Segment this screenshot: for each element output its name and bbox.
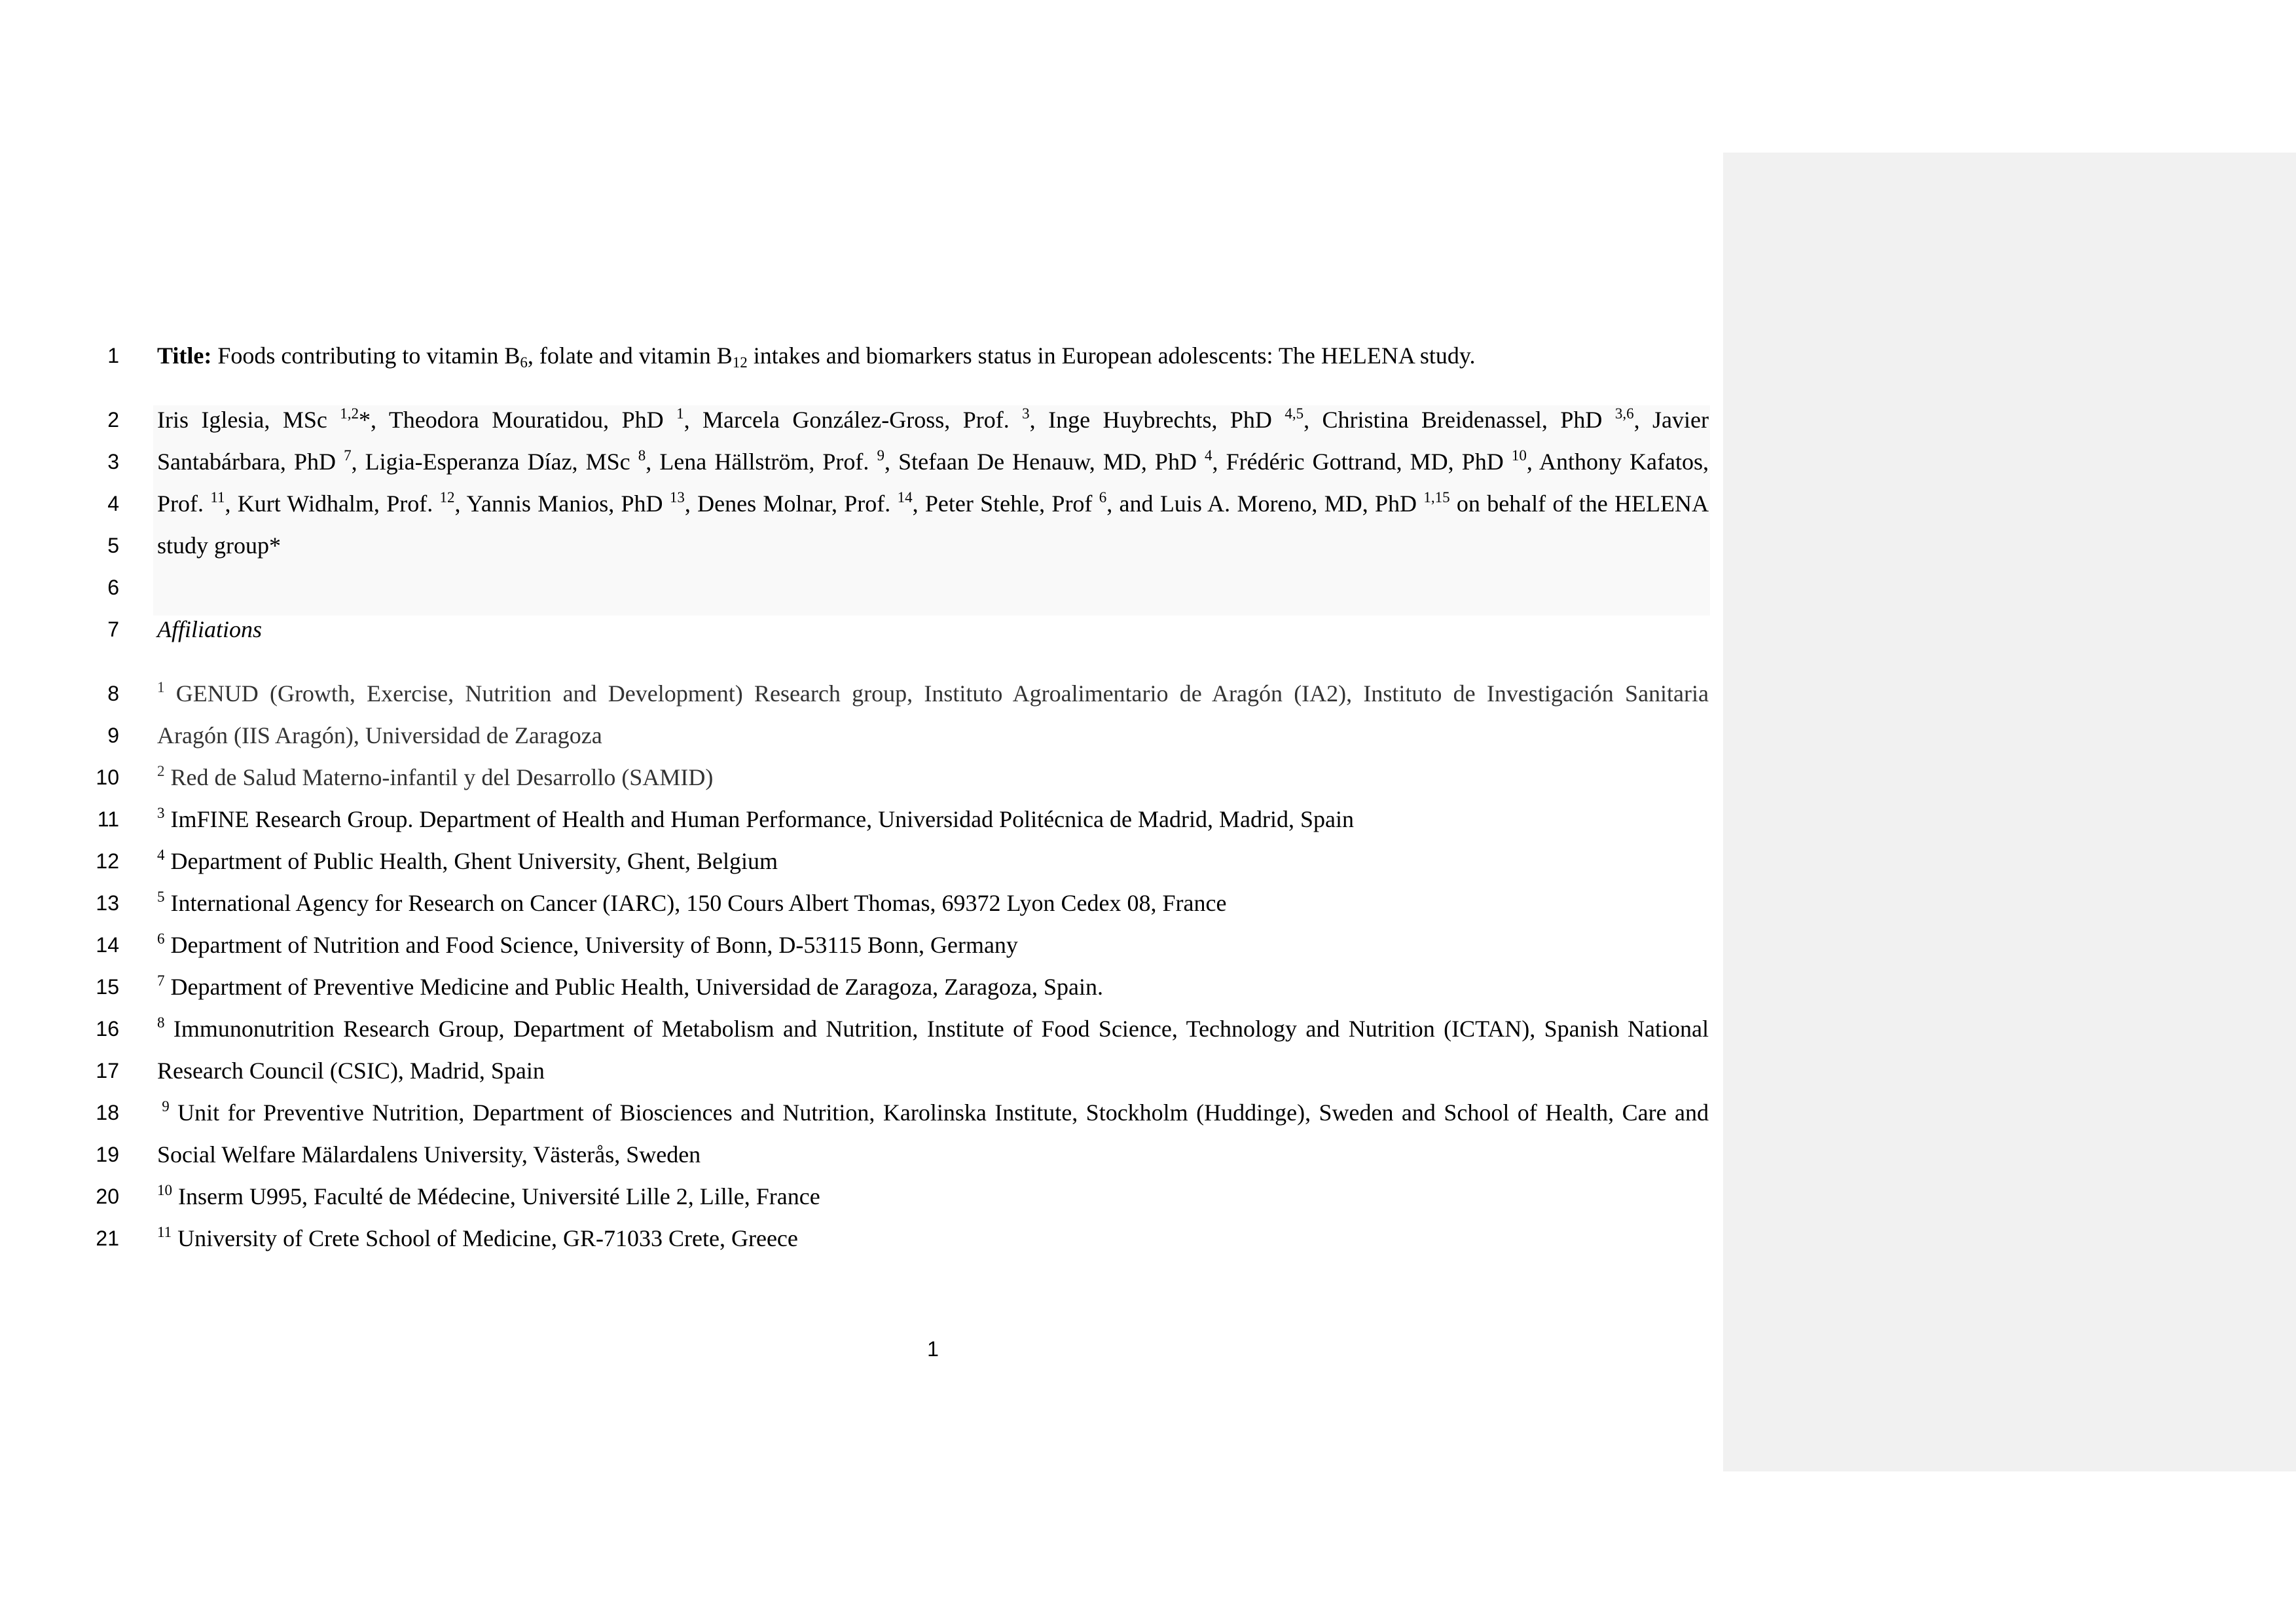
- line-number: 7: [107, 618, 119, 641]
- line-number: 5: [107, 534, 119, 557]
- doc-line-12: [0, 840, 1710, 882]
- line-number: 21: [96, 1227, 119, 1250]
- affiliation-11[interactable]: $^{11}$ University of Crete School of Medicine, GR-71033 Crete, Greece: [157, 1224, 798, 1251]
- affiliation-6[interactable]: $^6$ Department of Nutrition and Food Science, University of Bonn, D-53115 Bonn, Germany: [157, 931, 1018, 958]
- affiliation-3[interactable]: $^3$ ImFINE Research Group. Department of Health and Human Performance, Universidad Politécnica de Madrid, Madrid, Spain: [157, 805, 1354, 832]
- doc-line-21: [0, 1217, 1710, 1259]
- doc-line-4: [0, 483, 1710, 525]
- author-line[interactable]: Prof. $^{11}$, Kurt Widhalm, Prof. $^{12}$, Yannis Manios, PhD $^{13}$, Denes Molnar, Prof. $^{14}$, Peter Stehle, Prof $^6$, and Luis A. Moreno, MD, PhD $^{1,15}$ on behalf of the HELENA: [157, 489, 1709, 517]
- doc-line-7: [0, 608, 1710, 650]
- doc-line-5: [0, 525, 1710, 566]
- line-number: 9: [107, 724, 119, 747]
- affiliation-8[interactable]: $^8$ Immunonutrition Research Group, Department of Metabolism and Nutrition, Institute of Food Science, Technology and Nutrition (ICTAN), Spanish National: [157, 1014, 1709, 1042]
- line-number: 15: [96, 975, 119, 999]
- doc-line-17: [0, 1050, 1710, 1092]
- page-number: 1: [927, 1337, 939, 1361]
- doc-line-10: [0, 756, 1710, 798]
- doc-line-3: [0, 441, 1710, 483]
- author-line[interactable]: Iris Iglesia, MSc $^{1,2}$*, Theodora Mouratidou, PhD $^1$, Marcela González-Gross, Prof. $^3$, Inge Huybrechts, PhD $^{4,5}$, Christina Breidenassel, PhD $^{3,6}$, Javier: [157, 405, 1709, 433]
- line-number: 6: [107, 576, 119, 599]
- doc-line-13: [0, 882, 1710, 924]
- doc-line-15: [0, 966, 1710, 1008]
- line-number: 4: [107, 492, 119, 515]
- line-number: 17: [96, 1059, 119, 1082]
- paper-title[interactable]: Title: Foods contributing to vitamin $B_6$, folate and vitamin $B_{12}$ intakes and biomarkers status in European adolescents: The HELENA study.: [157, 342, 1476, 371]
- affiliation-4[interactable]: $^4$ Department of Public Health, Ghent University, Ghent, Belgium: [157, 847, 778, 874]
- doc-line-9: [0, 714, 1710, 756]
- line-number: 20: [96, 1185, 119, 1208]
- line-number: 11: [97, 807, 119, 831]
- affiliation-7[interactable]: $^7$ Department of Preventive Medicine and Public Health, Universidad de Zaragoza, Zaragoza, Spain.: [157, 972, 1103, 1000]
- comment-pane: [1723, 153, 2296, 1471]
- line-number: 14: [96, 933, 119, 957]
- affiliation-5[interactable]: $^5$ International Agency for Research on Cancer (IARC), 150 Cours Albert Thomas, 69372 Lyon Cedex 08, France: [157, 889, 1227, 916]
- line-number: 1: [107, 344, 119, 367]
- affiliation-2[interactable]: $^2$ Red de Salud Materno-infantil y del Desarrollo (SAMID): [157, 763, 714, 790]
- doc-line-1: [0, 335, 1710, 377]
- line-number: 16: [96, 1017, 119, 1041]
- doc-line-20: [0, 1175, 1710, 1217]
- affiliation-1[interactable]: $^1$ GENUD (Growth, Exercise, Nutrition and Development) Research group, Instituto Agroalimentario de Aragón (IA2), Instituto de Investigación Sanitaria: [157, 679, 1709, 707]
- author-line[interactable]: Santabárbara, PhD $^7$, Ligia-Esperanza Díaz, MSc $^8$, Lena Hällström, Prof. $^9$, Stefaan De Henauw, MD, PhD $^4$, Frédéric Gottrand, MD, PhD $^{10}$, Anthony Kafatos,: [157, 447, 1709, 475]
- doc-line-11: [0, 798, 1710, 840]
- affiliation-9-cont[interactable]: Social Welfare Mälardalens University, Västerås, Sweden: [157, 1141, 701, 1168]
- doc-line-18: [0, 1092, 1710, 1134]
- title-label: Title:: [157, 342, 212, 369]
- line-number: 3: [107, 450, 119, 473]
- line-number: 10: [96, 766, 119, 789]
- doc-line-6: [0, 566, 1710, 608]
- line-number: 12: [96, 849, 119, 873]
- line-number: 13: [96, 891, 119, 915]
- author-line[interactable]: study group*: [157, 532, 281, 559]
- line-number: 8: [107, 682, 119, 705]
- affiliation-10[interactable]: $^{10}$ Inserm U995, Faculté de Médecine, Université Lille 2, Lille, France: [157, 1182, 820, 1209]
- line-number: 2: [107, 408, 119, 432]
- doc-line-16: [0, 1008, 1710, 1050]
- affiliation-9[interactable]: $^9$ Unit for Preventive Nutrition, Department of Biosciences and Nutrition, Karolinska Institute, Stockholm (Huddinge), Sweden and School of Health, Care and: [162, 1098, 1709, 1126]
- doc-line-19: [0, 1134, 1710, 1175]
- doc-line-2: [0, 399, 1710, 441]
- doc-line-8: [0, 673, 1710, 714]
- doc-line-14: [0, 924, 1710, 966]
- affiliations-heading: Affiliations: [157, 616, 263, 642]
- line-number: 18: [96, 1101, 119, 1124]
- line-number: 19: [96, 1143, 119, 1166]
- affiliation-8-cont[interactable]: Research Council (CSIC), Madrid, Spain: [157, 1058, 545, 1084]
- affiliation-1-cont[interactable]: Aragón (IIS Aragón), Universidad de Zaragoza: [157, 722, 602, 748]
